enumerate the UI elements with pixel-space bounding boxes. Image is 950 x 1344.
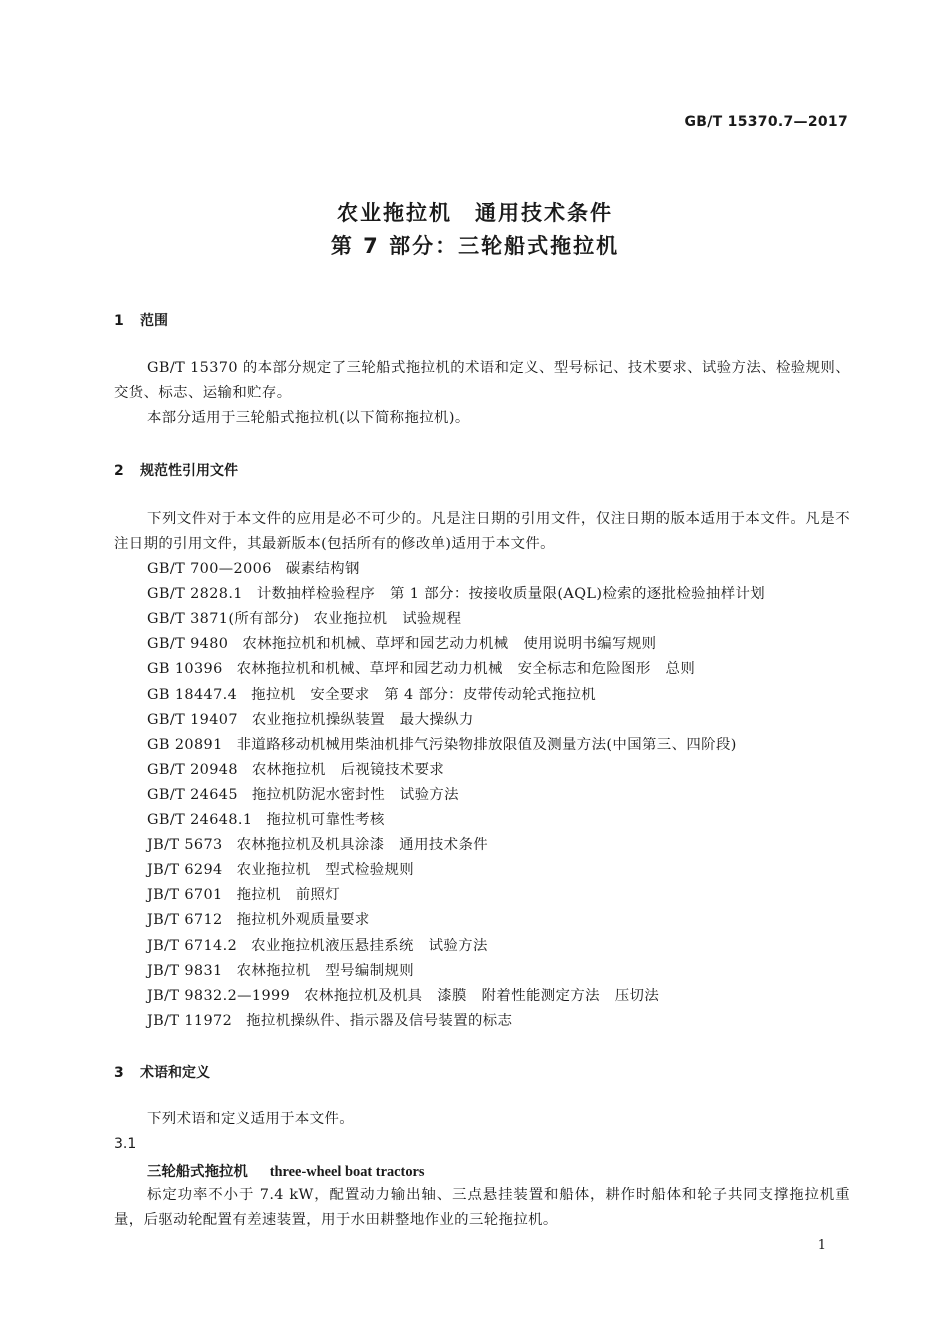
page-number: 1 xyxy=(817,1238,826,1253)
reference-code: JB/T 9831 xyxy=(147,962,223,979)
reference-item xyxy=(147,934,488,955)
reference-code: JB/T 5673 xyxy=(147,837,223,854)
title-line-1: 农业拖拉机 通用技术条件 xyxy=(337,201,613,225)
reference-item xyxy=(147,657,695,678)
reference-code: JB/T 6714.2 xyxy=(147,937,238,954)
clause-number: 3.1 xyxy=(114,1136,137,1152)
reference-code: GB/T 20948 xyxy=(147,761,238,778)
reference-code: GB 20891 xyxy=(147,736,223,753)
reference-title: 拖拉机 安全要求 第 4 部分：皮带传动轮式拖拉机 xyxy=(251,686,597,703)
reference-item xyxy=(147,683,596,704)
reference-code: GB 18447.4 xyxy=(147,686,238,703)
reference-title: 农林拖拉机及机具涂漆 通用技术条件 xyxy=(236,837,489,854)
reference-item xyxy=(147,708,474,729)
reference-title: 拖拉机防泥水密封性 试验方法 xyxy=(251,786,459,803)
reference-title: 碳素结构钢 xyxy=(285,561,360,577)
term-english: three-wheel boat tractors xyxy=(269,1164,425,1180)
reference-title: 非道路移动机械用柴油机排气污染物排放限值及测量方法(中国第三、四阶段) xyxy=(236,736,737,753)
section-title: 规范性引用文件 xyxy=(140,463,238,479)
reference-title: 农林拖拉机 型号编制规则 xyxy=(236,962,415,979)
reference-title: 农林拖拉机和机械、草坪和园艺动力机械 使用说明书编写规则 xyxy=(242,636,657,653)
terms-intro: 下列术语和定义适用于本文件。 xyxy=(147,1111,355,1127)
reference-item xyxy=(147,557,360,578)
reference-item xyxy=(147,632,656,653)
reference-item xyxy=(147,733,737,754)
reference-title: 农林拖拉机 后视镜技术要求 xyxy=(251,761,445,778)
reference-title: 农林拖拉机和机械、草坪和园艺动力机械 安全标志和危险图形 总则 xyxy=(236,661,696,678)
reference-title: 农业拖拉机操纵装置 最大操纵力 xyxy=(251,711,474,728)
section-title: 范围 xyxy=(140,313,168,329)
term-entry xyxy=(147,1160,425,1181)
reference-item xyxy=(147,984,659,1005)
term-chinese: 三轮船式拖拉机 xyxy=(147,1163,248,1180)
applicability-paragraph: 本部分适用于三轮船式拖拉机(以下简称拖拉机)。 xyxy=(147,410,470,426)
reference-code: GB/T 24645 xyxy=(147,786,238,803)
reference-title: 农业拖拉机 试验规程 xyxy=(313,611,462,628)
reference-code: JB/T 6294 xyxy=(147,862,223,879)
reference-item xyxy=(147,908,370,929)
reference-code: JB/T 6701 xyxy=(147,887,223,904)
reference-title: 农林拖拉机及机具 漆膜 附着性能测定方法 压切法 xyxy=(304,987,660,1004)
reference-title: 拖拉机操纵件、指示器及信号装置的标志 xyxy=(246,1012,513,1029)
reference-code: GB/T 19407 xyxy=(147,711,238,728)
reference-code: JB/T 11972 xyxy=(147,1012,233,1029)
standard-code: GB/T 15370.7—2017 xyxy=(684,114,848,130)
section-number: 1 xyxy=(114,313,124,329)
reference-code: GB/T 24648.1 xyxy=(147,812,253,828)
reference-code: GB/T 9480 xyxy=(147,636,229,653)
section-title: 术语和定义 xyxy=(140,1065,210,1081)
reference-item xyxy=(147,758,444,779)
reference-item xyxy=(147,607,461,628)
reference-item xyxy=(147,582,765,603)
title-line-2: 第 7 部分：三轮船式拖拉机 xyxy=(330,234,620,258)
reference-item xyxy=(147,833,488,854)
reference-title: 拖拉机外观质量要求 xyxy=(236,912,370,929)
reference-item xyxy=(147,959,414,980)
reference-code: JB/T 6712 xyxy=(147,912,223,929)
reference-code: GB/T 2828.1 xyxy=(147,586,243,603)
reference-title: 拖拉机 前照灯 xyxy=(236,887,341,904)
references-intro: 下列文件对于本文件的应用是必不可少的。凡是注日期的引用文件，仅注日期的版本适用于本文件。凡是不注日期的引用文件，其最新版本(包括所有的修改单)适用于本文件。 xyxy=(114,511,850,552)
reference-code: GB/T 3871(所有部分) xyxy=(147,611,300,628)
reference-item xyxy=(147,883,340,904)
reference-title: 农业拖拉机液压悬挂系统 试验方法 xyxy=(251,937,488,954)
reference-title: 农业拖拉机 型式检验规则 xyxy=(236,862,415,879)
section-1-heading xyxy=(114,310,168,330)
reference-code: GB 10396 xyxy=(147,661,223,678)
term-definition: 标定功率不小于 7.4 kW，配置动力输出轴、三点悬挂装置和船体，耕作时船体和轮子共同支撑拖拉机重量，后驱动轮配置有差速装置，用于水田耕整地作业的三轮拖拉机。 xyxy=(114,1187,850,1228)
section-3-heading xyxy=(114,1062,210,1082)
section-number: 3 xyxy=(114,1065,124,1081)
reference-code: JB/T 9832.2—1999 xyxy=(147,987,291,1004)
reference-item xyxy=(147,1009,512,1030)
reference-item xyxy=(147,783,459,804)
reference-code: GB/T 700—2006 xyxy=(147,561,272,577)
reference-item xyxy=(147,858,414,879)
scope-paragraph: GB/T 15370 的本部分规定了三轮船式拖拉机的术语和定义、型号标记、技术要求、试验方法、检验规则、交货、标志、运输和贮存。 xyxy=(114,360,850,401)
section-number: 2 xyxy=(114,463,124,479)
reference-title: 拖拉机可靠性考核 xyxy=(266,812,385,828)
section-2-heading xyxy=(114,460,238,480)
reference-item xyxy=(147,808,385,829)
reference-title: 计数抽样检验程序 第 1 部分：按接收质量限(AQL)检索的逐批检验抽样计划 xyxy=(256,586,766,603)
